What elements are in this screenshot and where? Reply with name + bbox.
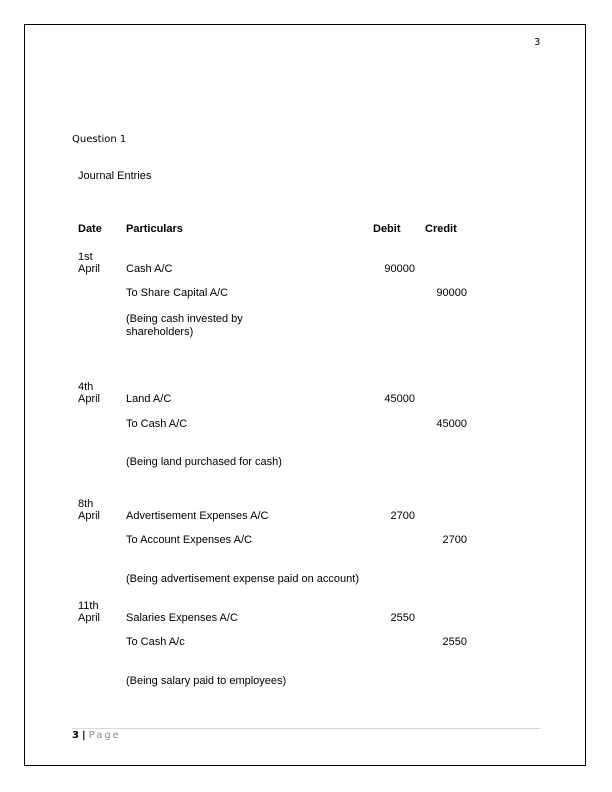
header-particulars: Particulars xyxy=(126,223,183,235)
entry-credit-amount: 45000 xyxy=(436,418,467,430)
entry-debit-account: Advertisement Expenses A/C xyxy=(126,510,269,522)
entry-credit-account: To Cash A/c xyxy=(126,636,185,648)
entry-debit-account: Land A/C xyxy=(126,393,172,405)
footer-page-word: Page xyxy=(88,730,121,741)
question-label: Question 1 xyxy=(72,134,127,145)
entry-credit-account: To Account Expenses A/C xyxy=(126,534,252,546)
entry-date-month: April xyxy=(78,263,101,275)
entry-debit-amount: 45000 xyxy=(384,393,415,405)
entry-debit-amount: 2700 xyxy=(390,510,415,522)
entry-debit-account: Cash A/C xyxy=(126,263,173,275)
entry-date-month: April xyxy=(78,510,101,522)
entry-date-day: 8th xyxy=(78,498,94,510)
entry-debit-account: Salaries Expenses A/C xyxy=(126,612,238,624)
header-date: Date xyxy=(78,223,102,235)
footer-divider xyxy=(72,728,540,729)
entry-narration-line2: shareholders) xyxy=(126,326,194,338)
entry-debit-amount: 90000 xyxy=(384,263,415,275)
footer-separator: | xyxy=(81,730,86,741)
entry-date-day: 11th xyxy=(78,600,99,612)
entry-debit-amount: 2550 xyxy=(390,612,415,624)
section-title: Journal Entries xyxy=(78,170,152,182)
entry-credit-amount: 90000 xyxy=(436,287,467,299)
entry-narration-line1: (Being cash invested by xyxy=(126,313,243,325)
entry-date-month: April xyxy=(78,393,101,405)
entry-date-day: 4th xyxy=(78,381,94,393)
page-footer xyxy=(72,730,121,741)
header-debit: Debit xyxy=(373,223,401,235)
entry-narration: (Being land purchased for cash) xyxy=(126,456,282,468)
entry-credit-amount: 2550 xyxy=(442,636,467,648)
header-credit: Credit xyxy=(425,223,457,235)
footer-page-number: 3 xyxy=(72,730,79,741)
entry-narration: (Being advertisement expense paid on account) xyxy=(126,573,359,585)
header-page-number: 3 xyxy=(534,37,541,48)
entry-date-month: April xyxy=(78,612,101,624)
entry-credit-account: To Cash A/C xyxy=(126,418,188,430)
entry-narration: (Being salary paid to employees) xyxy=(126,675,287,687)
entry-credit-account: To Share Capital A/C xyxy=(126,287,229,299)
entry-date-day: 1st xyxy=(78,251,93,263)
entry-credit-amount: 2700 xyxy=(442,534,467,546)
